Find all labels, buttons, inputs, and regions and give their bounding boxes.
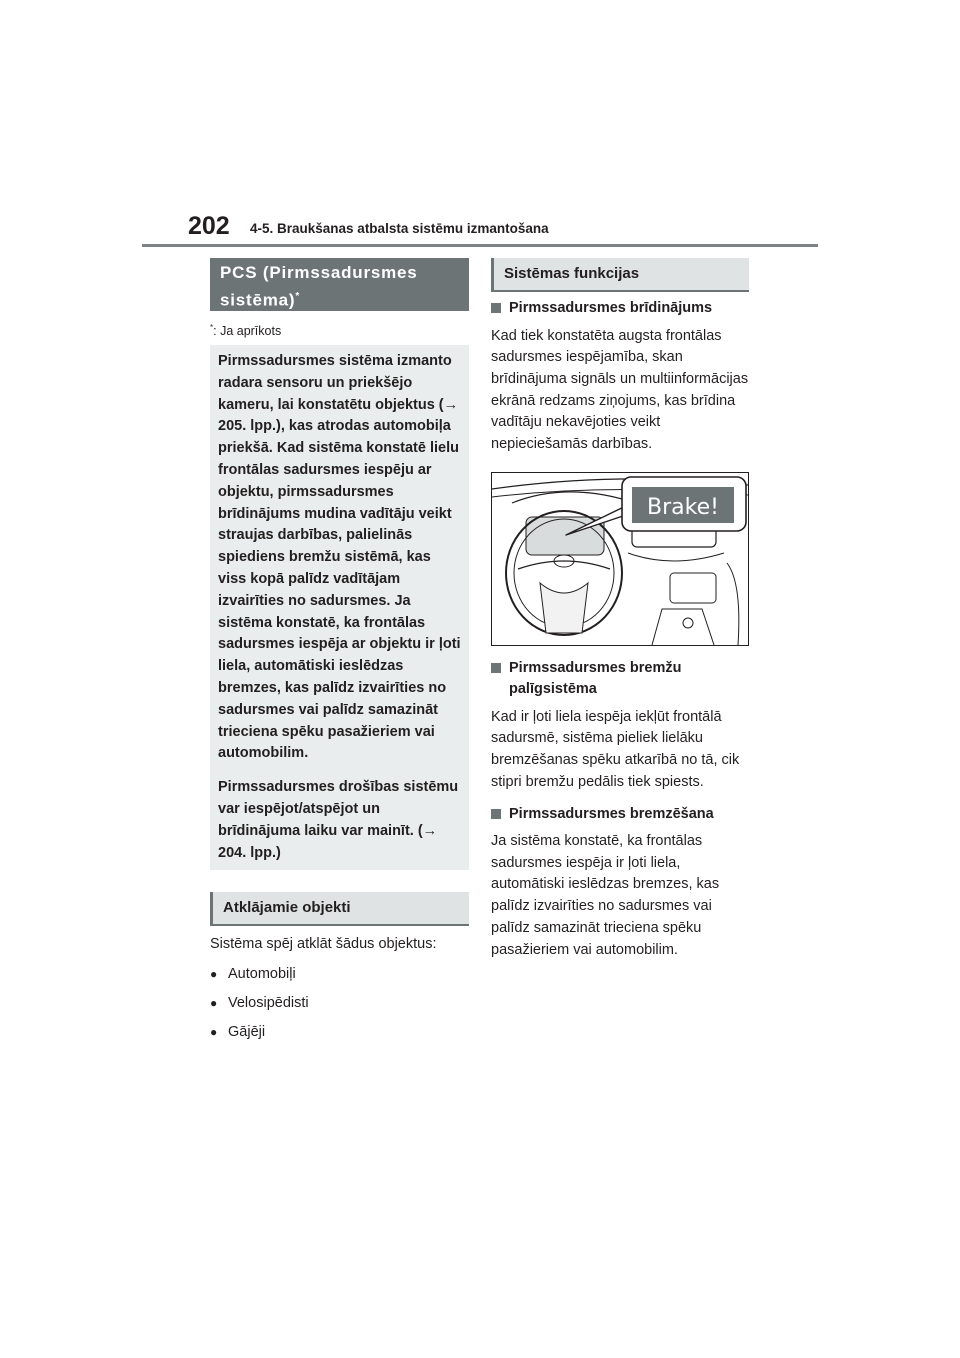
pcs-title-line1: PCS (Pirmssadursmes	[220, 263, 418, 282]
object-label: Gājēji	[228, 1024, 266, 1041]
square-bullet-icon	[491, 303, 501, 313]
intro-box	[210, 345, 469, 870]
square-bullet-icon	[491, 663, 501, 673]
brake-assist-text: Kad ir ļoti liela iespēja iekļūt frontālā sadursmē, sistēma pieliek lielāku bremzēšanas spēku atkarībā no tā, cik stipri bremžu pedālis tiek spiests.	[491, 708, 740, 790]
warning-text: Kad tiek konstatēta augsta frontālas sadursmes iespējamība, skan brīdinājuma signāls un multiinformācijas ekrānā redzams ziņojums, kas brīdina vadītāju nekavējoties veikt nepieciešamās darbības.	[491, 327, 749, 453]
section-title: 4-5. Braukšanas atbalsta sistēmu izmantošana	[250, 221, 549, 236]
list-item	[210, 1022, 469, 1043]
pcs-title	[210, 258, 469, 311]
list-item	[210, 964, 469, 985]
pcs-title-asterisk: *	[295, 291, 301, 302]
braking-heading-text: Pirmssadursmes bremzēšana	[509, 805, 714, 822]
left-column	[210, 258, 469, 1043]
object-label: Velosipēdisti	[228, 995, 309, 1012]
functions-title: Sistēmas funkcijas	[491, 258, 749, 292]
page-header	[188, 212, 828, 246]
detect-title: Atklājamie objekti	[210, 892, 469, 926]
dashboard-drawing	[492, 473, 748, 645]
intro-paragraph-2: Pirmssadursmes drošības sistēmu var iespējot/atspējot un brīdinājuma laiku var mainīt. (→ 204. lpp.)	[218, 779, 459, 861]
square-bullet-icon	[491, 809, 501, 819]
pcs-title-line2	[220, 285, 461, 313]
intro-paragraph-1: Pirmssadursmes sistēma izmanto radara sensoru un priekšējo kameru, lai konstatētu objektus (→ 205. lpp.), kas atrodas automobiļa priekšā. Kad sistēma konstatē lielu frontālas sadursmes iespēju ar objektu, pirmssadursmes brīdinājums mudina vadītāju veikt straujas darbības, palielinās spiediens bremžu sistēmā, kas viss kopā palīdz vadītājam izvairīties no sadursmes. Ja sistēma konstatē, ka frontālas sadursmes iespēja ar objektu ir ļoti liela, automātiski ieslēdzas bremzes, kas palīdz izvairīties no sadursmes vai palīdz samazināt trieciena spēku pasažieriem vai automobilim.	[218, 353, 461, 762]
header-divider	[142, 244, 818, 247]
dashboard-illustration	[491, 472, 749, 646]
bullet-icon: ●	[210, 1025, 218, 1040]
warning-heading-text: Pirmssadursmes brīdinājums	[509, 300, 713, 316]
pcs-title-line2-text: sistēma)	[220, 290, 296, 310]
footnote-asterisk: *	[210, 323, 214, 332]
braking-text: Ja sistēma konstatē, ka frontālas sadursmes iespēja ir ļoti liela, automātiski ieslēdzas bremzes, kas palīdz izvairīties no sadursmes vai palīdz samazināt trieciena spēku pasažieriem vai automobilim.	[491, 833, 720, 958]
brake-message-text: Brake!	[647, 494, 719, 520]
brake-assist-heading	[491, 658, 749, 701]
footnote-text: : Ja aprīkots	[213, 324, 282, 339]
braking-heading	[491, 804, 749, 826]
object-label: Automobiļi	[228, 966, 296, 983]
detect-text: Sistēma spēj atklāt šādus objektus:	[210, 936, 437, 953]
bullet-icon: ●	[210, 996, 218, 1011]
list-item	[210, 993, 469, 1014]
bullet-icon: ●	[210, 967, 218, 982]
warning-heading	[491, 298, 749, 320]
brake-assist-heading-text: Pirmssadursmes bremžu palīgsistēma	[509, 659, 682, 698]
right-column	[491, 258, 749, 961]
page-number: 202	[188, 212, 230, 240]
footnote	[210, 323, 469, 341]
